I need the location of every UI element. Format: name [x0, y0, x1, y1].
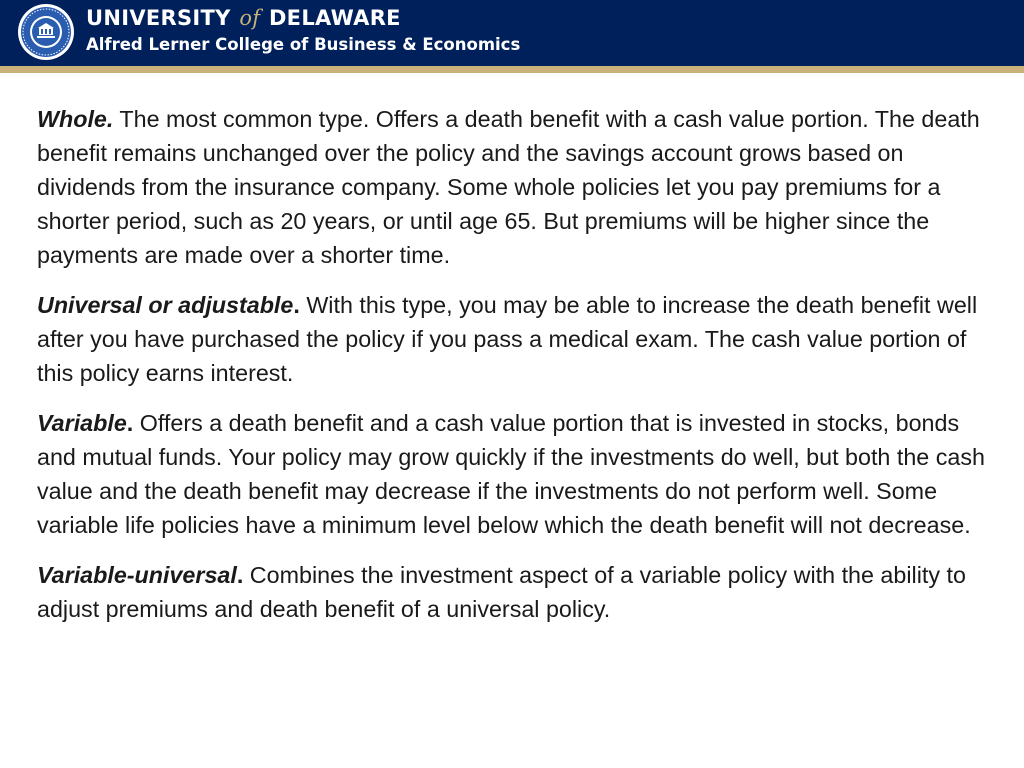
university-word: UNIVERSITY [86, 6, 231, 30]
description-variable-universal: Combines the investment aspect of a variable policy with the ability to adjust premiums and death benefit of a universal policy. [37, 562, 966, 622]
term-variable-universal-dot: . [236, 562, 244, 588]
header-banner [0, 0, 1024, 66]
term-whole: Whole. [37, 106, 114, 132]
term-universal-dot: . [293, 292, 300, 318]
term-universal: Universal or adjustable [37, 292, 294, 318]
university-delaware: DELAWARE [268, 6, 401, 30]
gold-divider [0, 66, 1024, 73]
paragraph-variable-universal [37, 558, 997, 626]
paragraph-universal [37, 288, 997, 390]
term-variable-dot: . [126, 410, 134, 436]
paragraph-whole [37, 102, 997, 272]
description-variable: Offers a death benefit and a cash value portion that is invested in stocks, bonds and mutual funds. Your policy may grow quickly if the investments do well, but both the cash value and the death benefit may decrease if the investments do not perform well. Some variable life policies have a minimum level below which the death benefit will not decrease. [37, 410, 985, 538]
college-name: Alfred Lerner College of Business & Economics [86, 35, 521, 54]
university-name [86, 6, 401, 34]
slide-content [37, 102, 997, 642]
university-seal-icon [17, 3, 75, 61]
term-variable-universal: Variable-universal [37, 562, 237, 588]
term-variable: Variable [37, 410, 127, 436]
description-whole: The most common type. Offers a death benefit with a cash value portion. The death benefit remains unchanged over the policy and the savings account grows based on dividends from the insurance company. Some whole policies let you pay premiums for a shorter period, such as 20 years, or until age 65. But premiums will be higher since the payments are made over a shorter time. [37, 106, 980, 268]
paragraph-variable [37, 406, 997, 542]
university-of: of [239, 6, 261, 30]
description-universal: With this type, you may be able to increase the death benefit well after you have purchased the policy if you pass a medical exam. The cash value portion of this policy earns interest. [37, 292, 978, 386]
